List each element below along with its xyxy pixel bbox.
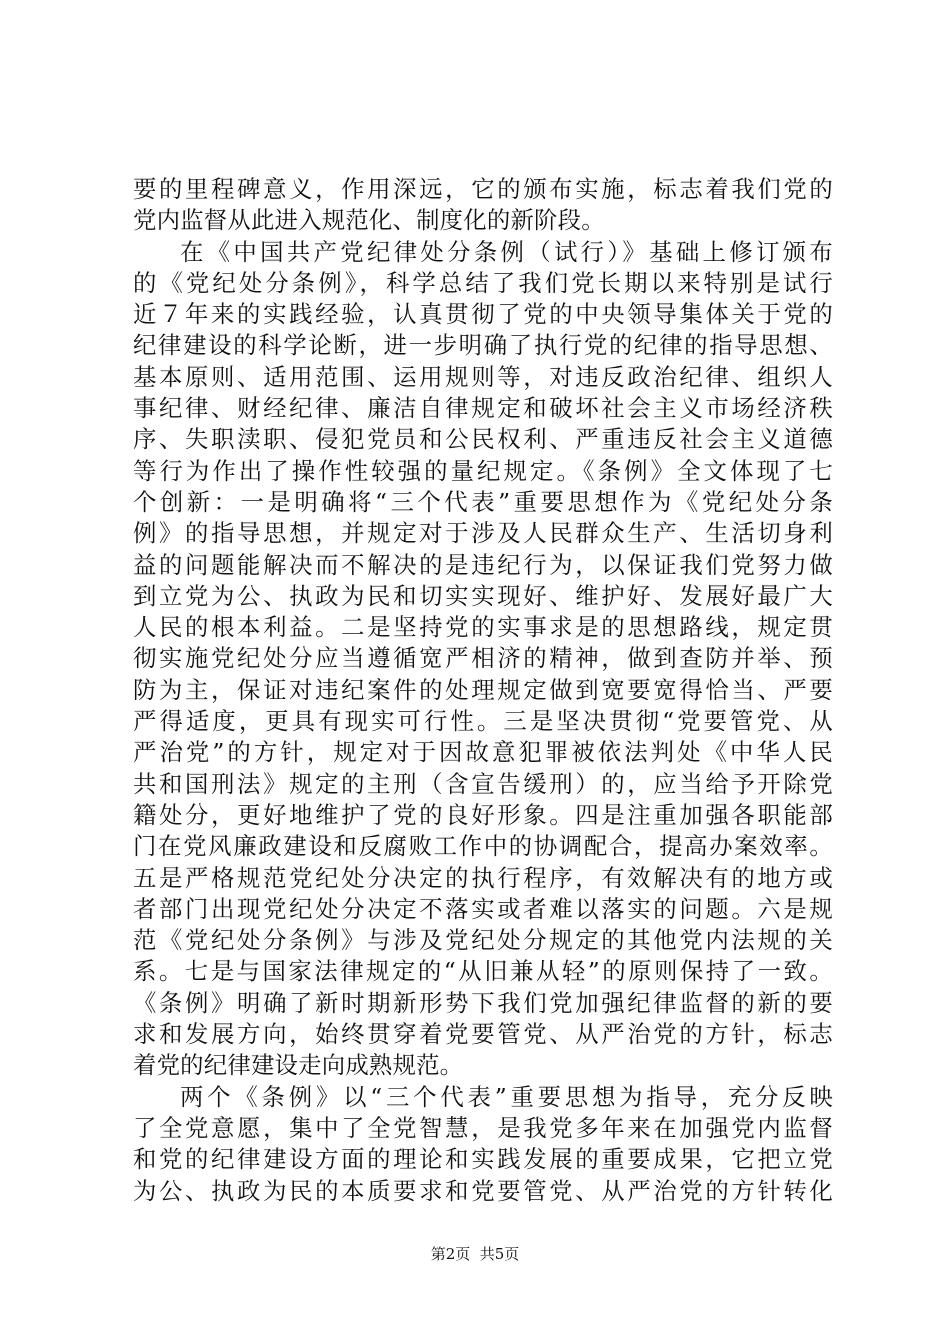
text-line: 严得适度，更具有现实可行性。三是坚决贯彻“党要管党、从 (133, 707, 833, 736)
body-text (133, 174, 833, 1207)
text-line: 为公、执政为民的本质要求和党要管党、从严治党的方针转化 (133, 1176, 833, 1205)
text-line: 共和国刑法》规定的主刑（含宣告缓刑）的，应当给予开除党 (133, 769, 833, 798)
page-number-label: 第2页 共5页 (430, 1245, 520, 1263)
text-line: 门在党风廉政建设和反腐败工作中的协调配合，提高办案效率。 (133, 832, 833, 861)
page-footer (0, 1244, 950, 1264)
text-line: 个创新：一是明确将“三个代表”重要思想作为《党纪处分条 (133, 487, 833, 516)
text-line: 彻实施党纪处分应当遵循宽严相济的精神，做到查防并举、预 (133, 644, 833, 673)
text-line: 系。七是与国家法律规定的“从旧兼从轻”的原则保持了一致。 (133, 957, 833, 986)
text-line: 着党的纪律建设走向成熟规范。 (133, 1051, 464, 1080)
text-line: 求和发展方向，始终贯穿着党要管党、从严治党的方针，标志 (133, 1020, 833, 1049)
text-line: 序、失职渎职、侵犯党员和公民权利、严重违反社会主义道德 (133, 425, 833, 454)
text-line: 等行为作出了操作性较强的量纪规定。《条例》全文体现了七 (133, 456, 833, 485)
text-line: 基本原则、适用范围、运用规则等，对违反政治纪律、组织人 (133, 362, 833, 391)
text-line: 籍处分，更好地维护了党的良好形象。四是注重加强各职能部 (133, 800, 833, 829)
text-line: 防为主，保证对违纪案件的处理规定做到宽要宽得恰当、严要 (133, 675, 833, 704)
text-line: 范《党纪处分条例》与涉及党纪处分规定的其他党内法规的关 (133, 926, 833, 955)
text-line: 人民的根本利益。二是坚持党的实事求是的思想路线，规定贯 (133, 613, 833, 642)
text-line: 的《党纪处分条例》，科学总结了我们党长期以来特别是试行 (133, 268, 833, 297)
paragraph-start-line: 两个《条例》以“三个代表”重要思想为指导，充分反映 (180, 1082, 833, 1111)
text-line: 了全党意愿，集中了全党智慧，是我党多年来在加强党内监督 (133, 1113, 833, 1142)
text-line: 纪律建设的科学论断，进一步明确了执行党的纪律的指导思想、 (133, 331, 833, 360)
text-line: 者部门出现党纪处分决定不落实或者难以落实的问题。六是规 (133, 894, 833, 923)
text-line: 和党的纪律建设方面的理论和实践发展的重要成果，它把立党 (133, 1145, 833, 1174)
text-line: 例》的指导思想，并规定对于涉及人民群众生产、生活切身利 (133, 519, 833, 548)
text-line: 严治党”的方针，规定对于因故意犯罪被依法判处《中华人民 (133, 738, 833, 767)
text-line: 近７年来的实践经验，认真贯彻了党的中央领导集体关于党的 (133, 300, 833, 329)
text-line: 到立党为公、执政为民和切实实现好、维护好、发展好最广大 (133, 581, 833, 610)
text-line: 要的里程碑意义，作用深远，它的颁布实施，标志着我们党的 (133, 175, 833, 203)
text-line: 益的问题能解决而不解决的是违纪行为，以保证我们党努力做 (133, 550, 833, 579)
text-line: 五是严格规范党纪处分决定的执行程序，有效解决有的地方或 (133, 863, 833, 892)
text-line: 《条例》明确了新时期新形势下我们党加强纪律监督的新的要 (133, 988, 833, 1017)
text-line: 党内监督从此进入规范化、制度化的新阶段。 (133, 206, 605, 235)
paragraph-start-line: 在《中国共产党纪律处分条例（试行）》基础上修订颁布 (180, 237, 833, 266)
text-line: 事纪律、财经纪律、廉洁自律规定和破坏社会主义市场经济秩 (133, 394, 833, 423)
